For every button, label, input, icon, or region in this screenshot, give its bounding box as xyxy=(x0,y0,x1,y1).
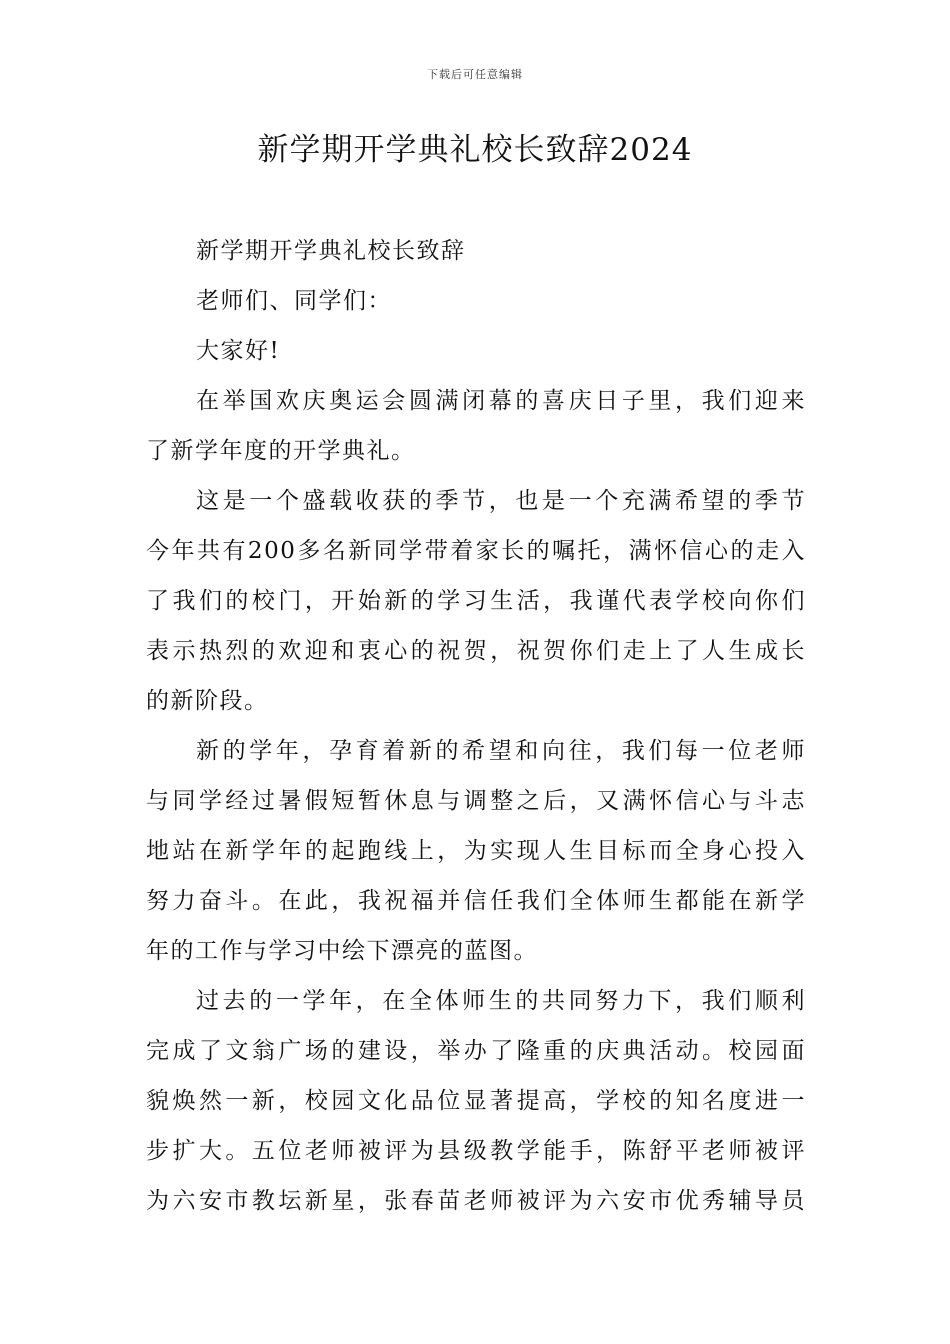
paragraph-line: 这是一个盛载收获的季节，也是一个充满希望的季节 xyxy=(196,488,806,514)
paragraph-line: 年的工作与学习中绘下漂亮的蓝图。 xyxy=(146,938,538,964)
paragraph-line: 的新阶段。 xyxy=(146,688,269,714)
paragraph-line: 今年共有200多名新同学带着家长的嘱托，满怀信心的走入 xyxy=(146,538,806,564)
greeting-line: 大家好! xyxy=(196,338,281,364)
paragraph-line: 过去的一学年，在全体师生的共同努力下，我们顺利 xyxy=(196,988,806,1014)
paragraph-4 xyxy=(146,976,806,1226)
subtitle-line: 新学期开学典礼校长致辞 xyxy=(196,238,466,264)
paragraph-line: 貌焕然一新，校园文化品位显著提高，学校的知名度进一 xyxy=(146,1088,806,1114)
document-body xyxy=(146,226,806,1226)
document-title: 新学期开学典礼校长致辞2024 xyxy=(257,132,693,168)
paragraph-line: 新的学年，孕育着新的希望和向往，我们每一位老师 xyxy=(196,738,806,764)
download-note: 下载后可任意编辑 xyxy=(427,68,523,81)
paragraph-3 xyxy=(146,726,806,976)
paragraph-1 xyxy=(146,376,806,476)
paragraph-2 xyxy=(146,476,806,726)
paragraph-line: 地站在新学年的起跑线上，为实现人生目标而全身心投入 xyxy=(146,838,806,864)
paragraph-line: 与同学经过暑假短暂休息与调整之后，又满怀信心与斗志 xyxy=(146,788,806,814)
paragraph-line: 了新学年度的开学典礼。 xyxy=(146,438,416,464)
paragraph-line: 表示热烈的欢迎和衷心的祝贺，祝贺你们走上了人生成长 xyxy=(146,638,806,664)
paragraph-line: 努力奋斗。在此，我祝福并信任我们全体师生都能在新学 xyxy=(146,888,806,914)
paragraph-line: 了我们的校门，开始新的学习生活，我谨代表学校向你们 xyxy=(146,588,806,614)
paragraph-line: 为六安市教坛新星，张春苗老师被评为六安市优秀辅导员 xyxy=(146,1188,806,1214)
salutation-line: 老师们、同学们： xyxy=(196,288,392,314)
paragraph-line: 步扩大。五位老师被评为县级教学能手，陈舒平老师被评 xyxy=(146,1138,806,1164)
paragraph-line: 完成了文翁广场的建设，举办了隆重的庆典活动。校园面 xyxy=(146,1038,806,1064)
paragraph-line: 在举国欢庆奥运会圆满闭幕的喜庆日子里，我们迎来 xyxy=(196,388,806,414)
